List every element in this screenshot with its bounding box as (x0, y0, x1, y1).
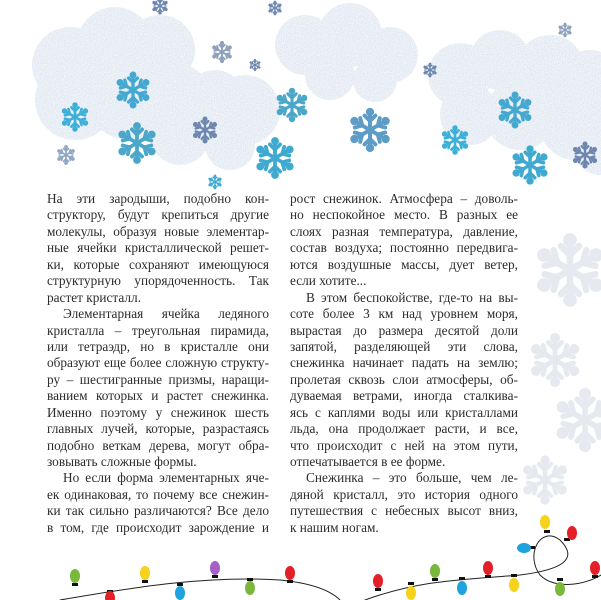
text-line: Но если форма элементарных яче- (63, 470, 269, 486)
snowflake-icon (212, 42, 232, 62)
text-line: состав воздуха; постоянно передвига- (290, 240, 518, 256)
snowflake-icon (530, 335, 579, 384)
text-line: к нашим ногам. (290, 519, 379, 535)
text-line: запятой, разделяющей эти слова, (290, 338, 518, 354)
snowflake-icon (152, 0, 168, 14)
snowflake-icon (523, 458, 568, 503)
text-line: вырастая до размера десятой доли (290, 322, 518, 338)
light-bulb (70, 569, 80, 586)
text-line: что происходит с ней на этом пути, (290, 437, 518, 453)
text-line: но неспокойное место. В разных ее (290, 207, 518, 223)
text-line: структору, будут крепиться другие (47, 207, 269, 223)
text-line: в том, где происходит зарождение и (47, 519, 269, 535)
paragraph (290, 290, 518, 471)
faint-snowflakes (523, 236, 601, 502)
light-bulb (517, 543, 535, 553)
snowflake-icon (208, 175, 221, 188)
light-bulb (140, 566, 150, 583)
text-line: структурную упорядоченность. Так (47, 273, 269, 289)
text-line: главных лучей, которые, разрастаясь (47, 421, 269, 437)
text-line: если хотите... (290, 273, 367, 289)
text-line: зовывать сложные формы. (47, 454, 197, 469)
text-line: дяной кристалл, это история одного (290, 486, 518, 502)
snowflake-icon (536, 236, 601, 303)
text-line: подобно веткам дерева, могут обра- (47, 437, 269, 453)
text-line: соте более 3 км над уровнем моря, (290, 306, 518, 322)
clouds (32, 3, 601, 175)
text-line: слоях разная температура, давление, (290, 223, 518, 239)
cloud-middle (275, 3, 418, 102)
text-column-right (290, 191, 518, 536)
light-bulb (406, 582, 416, 600)
text-line: ки, которые сохраняют имеющуюся (47, 256, 269, 272)
snowflake-icon (350, 110, 390, 150)
text-line: образуют еще более сложную структу- (47, 355, 269, 371)
text-line: На эти зародыши, подобно кон- (47, 191, 269, 206)
text-line: ру – шестигранные призмы, наращи- (47, 371, 269, 387)
paragraph (47, 306, 269, 470)
text-line: Элементарная ячейка ледяного (63, 306, 269, 322)
text-line: дуваемая ветрами, иногда сталкива- (290, 388, 518, 404)
snowflake-icon (558, 23, 571, 36)
snowflake-icon (249, 59, 260, 70)
text-line: пролетая сквозь слои атмосферы, об- (290, 371, 518, 387)
snowflake-icon (268, 1, 281, 14)
light-bulb (430, 564, 440, 581)
text-line: рост снежинок. Атмосфера – доволь- (290, 191, 518, 206)
light-bulb (540, 515, 550, 533)
text-line: В этом беспокойстве, где-то на вы- (306, 289, 518, 305)
text-line: отпечатывается в ее форме. (290, 454, 446, 469)
snowflake-icon (256, 139, 294, 177)
light-bulb (175, 583, 185, 600)
light-bulb (509, 574, 519, 592)
text-line: молекулы, образуя новые элементар- (47, 223, 269, 239)
text-line: ек одинаковая, то почему все снежин- (47, 486, 269, 502)
text-line: снежинка начинает падать на землю; (290, 355, 518, 371)
text-line: ются воздушные массы, дует ветер, (290, 256, 518, 272)
text-line: или тетраэдр, но в кристалле они (47, 338, 269, 354)
light-bulb (373, 574, 383, 591)
paragraph (290, 191, 518, 290)
light-bulb (245, 578, 255, 595)
text-line: растет кристалл. (47, 289, 142, 305)
text-line: Именно поэтому у снежинок шесть (47, 404, 269, 420)
snowflake-icon (276, 89, 307, 120)
light-bulb (590, 561, 600, 578)
light-bulb (555, 578, 565, 596)
text-line: льда, она продолжает расти, и все, (290, 421, 518, 437)
light-bulb (210, 561, 220, 578)
cloud-left (32, 7, 280, 170)
text-line: ясь с каплями воды или кристаллами (290, 404, 518, 420)
light-bulb (564, 526, 577, 541)
text-line: Снежинка – это больше, чем ле- (306, 470, 518, 486)
paragraph (47, 470, 269, 536)
paragraph (47, 191, 269, 306)
text-line: ки так сильно различаются? Все дело (47, 503, 269, 519)
snowflake-icon (57, 146, 75, 164)
text-column-left (47, 191, 269, 536)
text-line: ванием которых и растет снежинка. (47, 388, 269, 404)
snowflake-icon (556, 391, 601, 449)
paragraph (290, 470, 518, 536)
text-line: путешествия с небесных высот вниз, (290, 503, 518, 519)
text-line: ные ячейки кристаллической решет- (47, 240, 269, 256)
text-line: кристалла – треугольная пирамида, (47, 322, 269, 338)
snowflake-icon (512, 147, 548, 183)
light-bulb (483, 561, 493, 578)
